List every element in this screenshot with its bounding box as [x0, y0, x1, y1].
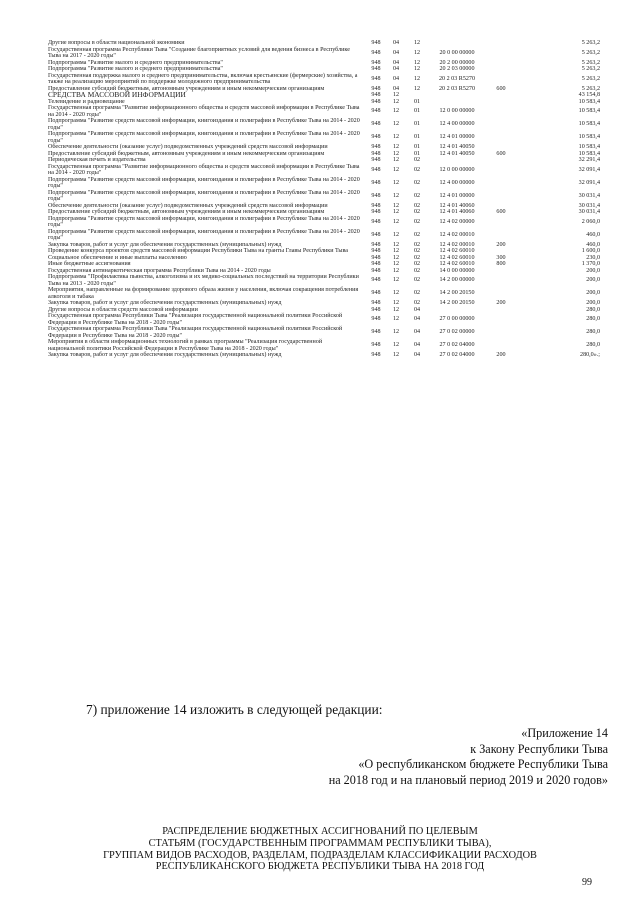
- row-ved: 948: [371, 179, 381, 186]
- row-target-article: 12 4 01 40050: [439, 144, 475, 150]
- row-amount: 280,0: [586, 316, 600, 323]
- row-target-article: 20 2 03 R5270: [438, 85, 476, 92]
- row-ved: 948: [371, 157, 381, 163]
- row-expense-type: [486, 216, 516, 229]
- row-ved: 948: [371, 202, 381, 209]
- row-amount: 200,0: [586, 267, 600, 274]
- row-amount: 5 263,2: [581, 59, 600, 66]
- row-name: Подпрограмма "Развитие малого и среднего предпринимательства": [48, 66, 223, 72]
- table-row: [48, 47, 600, 60]
- row-amount: 1 370,0: [581, 261, 600, 267]
- row-amount: 32 091,4: [578, 166, 600, 173]
- row-ved: 948: [371, 254, 381, 261]
- row-section-code: 12: [392, 267, 400, 274]
- table-row: [48, 352, 600, 359]
- row-target-article: 20 2 03 00000: [439, 66, 475, 72]
- row-subsection-code: 02: [413, 248, 421, 254]
- row-amount: 10 583,4: [578, 150, 600, 157]
- row-ved: 948: [371, 98, 381, 105]
- title-line-1: РАСПРЕДЕЛЕНИЕ БЮДЖЕТНЫХ АССИГНОВАНИЙ ПО ЦЕЛЕВЫМ: [162, 826, 478, 837]
- row-amount: 280,0: [586, 342, 600, 349]
- row-ved: 948: [371, 75, 381, 82]
- row-amount: 5 263,2: [581, 75, 600, 82]
- row-section-code: 12: [392, 157, 400, 163]
- annex-line-1: «Приложение 14: [521, 726, 608, 740]
- row-expense-type: 600: [496, 85, 506, 92]
- row-section-code: 12: [392, 300, 400, 306]
- row-target-article: 12 4 01 00000: [439, 192, 475, 199]
- row-amount: 280,0: [586, 329, 600, 336]
- row-ved: 948: [371, 316, 381, 323]
- page-number: 99: [582, 877, 592, 888]
- table-row: [48, 313, 600, 326]
- row-amount: 460,0: [586, 231, 600, 238]
- row-name: Проведение конкурса проектов средств массовой информации Республики Тыва на гранты Главы Республики Тыва: [48, 248, 349, 254]
- row-name: СРЕДСТВА МАССОВОЙ ИНФОРМАЦИИ: [48, 90, 186, 99]
- row-section-code: 12: [392, 352, 400, 358]
- row-amount: 1 600,0: [581, 248, 600, 254]
- row-section-code: 12: [392, 150, 400, 157]
- row-amount: 5 263,2: [581, 66, 600, 72]
- row-subsection-code: 02: [413, 231, 421, 238]
- row-expense-type: 600: [496, 209, 506, 215]
- row-name: Подпрограмма "Развитие средств массовой информации, книгоиздания и полиграфии в Республике Тыва на 2014 - 2020 годы": [48, 118, 360, 131]
- row-subsection-code: 02: [413, 202, 421, 209]
- row-amount: 230,0: [586, 254, 600, 261]
- row-expense-type: 300: [496, 254, 506, 261]
- row-target-article: 12 4 02 00010: [439, 241, 475, 248]
- amendment-text: 7) приложение 14 изложить в следующей редакции:: [86, 702, 383, 717]
- table-row: [48, 339, 600, 352]
- row-amount: 5 263,2: [581, 40, 600, 46]
- row-section-code: 12: [392, 192, 400, 199]
- row-subsection-code: 02: [413, 166, 421, 173]
- row-name: Подпрограмма "Развитие малого и среднего предпринимательства": [48, 59, 223, 66]
- budget-table: [48, 40, 600, 359]
- row-target-article: 27 0 02 00000: [439, 329, 475, 336]
- row-amount: 2 060,0: [581, 218, 600, 225]
- row-ved: 948: [371, 121, 381, 128]
- row-expense-type: [486, 177, 516, 190]
- row-name: Подпрограмма "Развитие средств массовой информации, книгоиздания и полиграфии в Республике Тыва на 2014 - 2020 годы": [48, 215, 360, 228]
- row-name: Закупка товаров, работ и услуг для обеспечения государственных (муниципальных) нужд: [48, 352, 282, 358]
- row-name: Государственная программа Республики Тыва "Реализация государственной национальной политики Российской Федерации в Республике Тыва на 2018 - 2020 годы": [48, 313, 343, 326]
- row-section-code: 12: [392, 92, 400, 98]
- row-section-code: 12: [392, 261, 400, 267]
- row-subsection-code: 02: [413, 267, 421, 274]
- row-name: Государственная программа Республики Тыва "Реализация государственной национальной политики Российской Федерации в Республике Тыва на 2018 - 2020 годы": [48, 326, 343, 339]
- row-target-article: 27 0 02 04000: [439, 342, 475, 349]
- table-row: [48, 190, 600, 203]
- row-target-article: 14 2 00 00000: [439, 277, 475, 284]
- annex-line-4: на 2018 год и на плановый период 2019 и 2020 годов»: [328, 772, 608, 787]
- row-subsection-code: 01: [413, 134, 421, 141]
- row-section-code: 12: [392, 202, 400, 209]
- row-name: Государственная программа "Развитие информационного общества и средств массовой информации в Республике Тыва на 2014 - 2020 годы": [48, 163, 360, 176]
- row-name: Предоставление субсидий бюджетным, автономным учреждениям и иным некоммерческим организациям: [48, 209, 325, 215]
- row-amount: 10 583,4: [578, 98, 600, 105]
- row-subsection-code: 04: [413, 342, 421, 349]
- row-name: Периодическая печать и издательства: [48, 157, 146, 163]
- row-subsection-code: 12: [413, 85, 421, 92]
- row-name: Закупка товаров, работ и услуг для обеспечения государственных (муниципальных) нужд: [48, 300, 282, 306]
- row-subsection-code: 02: [413, 209, 421, 215]
- row-name: Подпрограмма "Развитие средств массовой информации, книгоиздания и полиграфии в Республике Тыва на 2014 - 2020 годы": [48, 131, 360, 144]
- row-subsection-code: 04: [413, 306, 421, 313]
- row-section-code: 12: [392, 98, 400, 105]
- row-amount: 43 154,8: [578, 92, 600, 98]
- row-section-code: 12: [392, 277, 400, 284]
- row-name: Другие вопросы в области национальной экономики: [48, 40, 185, 46]
- row-target-article: 12 0 00 00000: [439, 108, 475, 115]
- row-expense-type: [486, 287, 516, 300]
- row-name: Обеспечение деятельности (оказание услуг) подведомственных учреждений средств массовой информации: [48, 202, 328, 209]
- row-section-code: 12: [392, 290, 400, 297]
- table-row: [48, 287, 600, 300]
- row-name: Подпрограмма "Развитие средств массовой информации, книгоиздания и полиграфии в Республике Тыва на 2014 - 2020 годы": [48, 228, 360, 241]
- row-section-code: 12: [392, 329, 400, 336]
- row-ved: 948: [371, 209, 381, 215]
- row-name: Другие вопросы в области средств массовой информации: [48, 306, 198, 313]
- row-section-code: 12: [392, 316, 400, 323]
- row-target-article: 12 4 00 00000: [439, 179, 475, 186]
- row-amount: 280,0: [586, 306, 600, 313]
- row-target-article: 12 4 02 00010: [439, 231, 475, 238]
- row-amount: 32 291,4: [578, 157, 600, 163]
- row-expense-type: [486, 131, 516, 144]
- row-expense-type: [486, 229, 516, 242]
- row-section-code: 12: [392, 254, 400, 261]
- row-ved: 948: [371, 267, 381, 274]
- table-row: [48, 216, 600, 229]
- row-name: Мероприятия в области информационных технологий в рамках программы "Реализация государственной национальной политики Российской Федерации в Республике Тыва на 2018 - 2020 годы": [48, 339, 323, 352]
- row-amount: 460,0: [586, 241, 600, 248]
- row-subsection-code: 04: [413, 329, 421, 336]
- row-target-article: 12 4 02 00000: [439, 218, 475, 225]
- row-subsection-code: 02: [413, 300, 421, 306]
- row-target-article: 12 4 01 40060: [439, 209, 475, 215]
- row-target-article: 12 4 00 00000: [439, 121, 475, 128]
- row-section-code: 12: [392, 231, 400, 238]
- row-ved: 948: [371, 40, 381, 46]
- table-row: [48, 177, 600, 190]
- row-name: Предоставление субсидий бюджетным, автономным учреждениям и иным некоммерческим организациям: [48, 150, 325, 157]
- row-subsection-code: 02: [413, 290, 421, 297]
- row-ved: 948: [371, 300, 381, 306]
- row-expense-type: [486, 190, 516, 203]
- row-expense-type: 200: [496, 352, 506, 358]
- row-amount: 10 583,4: [578, 134, 600, 141]
- title-line-4: РЕСПУБЛИКАНСКОГО БЮДЖЕТА РЕСПУБЛИКИ ТЫВА НА 2018 ГОД: [155, 861, 485, 873]
- table-row: [48, 274, 600, 287]
- row-name: Мероприятия, направленные на формирование здорового образа жизни у населения, включая сокращения потребления алкоголя и табака: [48, 287, 359, 300]
- row-target-article: 20 2 03 R5270: [438, 75, 476, 82]
- row-subsection-code: 01: [413, 144, 421, 150]
- row-amount: 10 583,4: [578, 108, 600, 115]
- row-target-article: 12 0 00 00000: [439, 166, 475, 173]
- row-ved: 948: [371, 342, 381, 349]
- title-line-2: СТАТЬЯМ (ГОСУДАРСТВЕННЫМ ПРОГРАММАМ РЕСПУБЛИКИ ТЫВА),: [148, 837, 492, 849]
- row-name: Телевидение и радиовещание: [48, 98, 125, 105]
- row-name: Подпрограмма "Профилактика пьянства, алкоголизма и их медико-социальных последствий на территории Республики Тыва на 2013 - 2020 годы": [48, 274, 359, 287]
- row-target-article: 20 2 00 00000: [439, 59, 475, 66]
- row-target-article: 14 2 00 20150: [439, 300, 475, 306]
- title-line-3: ГРУППАМ ВИДОВ РАСХОДОВ, РАЗДЕЛАМ, ПОДРАЗДЕЛАМ КЛАССИФИКАЦИИ РАСХОДОВ: [103, 849, 537, 861]
- row-target-article: 12 4 02 60010: [439, 261, 475, 267]
- annex-line-2: к Закону Республики Тыва: [470, 741, 608, 756]
- table-row: [48, 118, 600, 131]
- row-expense-type: [486, 47, 516, 60]
- row-name: Подпрограмма "Развитие средств массовой информации, книгоиздания и полиграфии в Республике Тыва на 2014 - 2020 годы": [48, 189, 360, 202]
- row-target-article: 27 0 00 00000: [439, 316, 475, 323]
- row-ved: 948: [371, 166, 381, 173]
- row-name: Закупка товаров, работ и услуг для обеспечения государственных (муниципальных) нужд: [48, 241, 282, 248]
- row-ved: 948: [371, 248, 381, 254]
- row-section-code: 04: [392, 49, 400, 56]
- row-name: Социальное обеспечение и иные выплаты населению: [48, 254, 187, 261]
- row-subsection-code: 02: [413, 179, 421, 186]
- row-name: Иные бюджетные ассигнования: [48, 261, 131, 267]
- row-ved: 948: [371, 329, 381, 336]
- row-subsection-code: 02: [413, 254, 421, 261]
- table-row: [48, 326, 600, 339]
- row-section-code: 04: [392, 85, 400, 92]
- row-amount: 5 263,2: [581, 49, 600, 56]
- annex-line-3: «О республиканском бюджете Республики Тыва: [358, 757, 608, 772]
- row-target-article: 12 4 01 40050: [439, 150, 475, 157]
- budget-table-body: [48, 40, 600, 359]
- row-ved: 948: [371, 85, 381, 92]
- row-subsection-code: 04: [413, 352, 421, 358]
- row-expense-type: [486, 118, 516, 131]
- row-target-article: 27 0 02 04000: [439, 352, 475, 358]
- row-section-code: 12: [392, 248, 400, 254]
- row-expense-type: [486, 274, 516, 287]
- row-subsection-code: 12: [413, 59, 421, 66]
- row-amount: 200,0: [586, 277, 600, 284]
- row-target-article: 12 4 02 60010: [439, 248, 475, 254]
- table-row: [48, 131, 600, 144]
- row-subsection-code: 02: [413, 277, 421, 284]
- row-expense-type: 200: [496, 241, 506, 248]
- row-amount: 32 091,4: [578, 179, 600, 186]
- row-name: Государственная поддержка малого и среднего предпринимательства, включая крестьянские (фермерские) хозяйства, а также на реализацию мероприятий по поддержке молодежного предпринимательства: [48, 72, 358, 85]
- row-expense-type: [486, 313, 516, 326]
- row-name: Государственная программа Республики Тыва "Создание благоприятных условий для ведения бизнеса в Республике Тыва на 2017 - 2020 годы": [48, 46, 350, 59]
- row-section-code: 12: [392, 306, 400, 313]
- row-subsection-code: 01: [413, 98, 421, 105]
- row-expense-type: 200: [496, 300, 506, 306]
- row-target-article: 14 0 00 00000: [439, 267, 475, 274]
- row-section-code: 04: [392, 75, 400, 82]
- row-ved: 948: [371, 92, 381, 98]
- row-amount: 10 583,4: [578, 144, 600, 150]
- row-section-code: 12: [392, 179, 400, 186]
- row-section-code: 12: [392, 108, 400, 115]
- row-section-code: 04: [392, 66, 400, 72]
- document-title: [60, 826, 580, 873]
- row-amount: 10 583,4: [578, 121, 600, 128]
- row-name: Государственная программа "Развитие информационного общества и средств массовой информации в Республике Тыва на 2014 - 2020 годы": [48, 105, 360, 118]
- row-ved: 948: [371, 261, 381, 267]
- table-row: [48, 229, 600, 242]
- row-section-code: 12: [392, 241, 400, 248]
- row-ved: 948: [371, 218, 381, 225]
- row-name: Обеспечение деятельности (оказание услуг) подведомственных учреждений средств массовой информации: [48, 144, 328, 150]
- row-name: Государственная антинаркотическая программа Республики Тыва на 2014 - 2020 годы: [48, 267, 271, 274]
- row-section-code: 12: [392, 166, 400, 173]
- table-row: [48, 164, 600, 177]
- row-ved: 948: [371, 241, 381, 248]
- row-subsection-code: 01: [413, 121, 421, 128]
- row-ved: 948: [371, 134, 381, 141]
- row-ved: 948: [371, 150, 381, 157]
- row-expense-type: 600: [496, 150, 506, 157]
- row-section-code: 12: [392, 121, 400, 128]
- row-section-code: 12: [392, 144, 400, 150]
- row-name: Подпрограмма "Развитие средств массовой информации, книгоиздания и полиграфии в Республике Тыва на 2014 - 2020 годы": [48, 176, 360, 189]
- row-subsection-code: 02: [413, 218, 421, 225]
- row-expense-type: [486, 326, 516, 339]
- row-amount: 200,0: [586, 290, 600, 297]
- row-expense-type: 800: [496, 261, 506, 267]
- row-target-article: 12 4 01 00000: [439, 134, 475, 141]
- table-row: [48, 73, 600, 86]
- row-amount: 5 263,2: [581, 85, 600, 92]
- row-target-article: 20 0 00 00000: [439, 49, 475, 56]
- row-subsection-code: 12: [413, 49, 421, 56]
- row-target-article: 14 2 00 20150: [439, 290, 475, 297]
- row-ved: 948: [371, 49, 381, 56]
- row-ved: 948: [371, 352, 381, 358]
- annex-header: [329, 726, 608, 788]
- row-subsection-code: 01: [413, 150, 421, 157]
- row-subsection-code: 12: [413, 66, 421, 72]
- row-amount: 280,0».;: [580, 352, 600, 358]
- row-ved: 948: [371, 108, 381, 115]
- row-ved: 948: [371, 66, 381, 72]
- row-subsection-code: 02: [413, 241, 421, 248]
- row-amount: 30 031,4: [578, 202, 600, 209]
- row-amount: 30 031,4: [578, 209, 600, 215]
- row-ved: 948: [371, 59, 381, 66]
- row-subsection-code: 02: [413, 192, 421, 199]
- row-expense-type: [486, 339, 516, 352]
- row-section-code: 12: [392, 134, 400, 141]
- row-section-code: 12: [392, 209, 400, 215]
- table-row: [48, 105, 600, 118]
- row-ved: 948: [371, 277, 381, 284]
- row-ved: 948: [371, 306, 381, 313]
- row-target-article: 12 4 01 40060: [439, 202, 475, 209]
- row-subsection-code: 01: [413, 108, 421, 115]
- row-subsection-code: 04: [413, 316, 421, 323]
- row-target-article: 12 4 02 60010: [439, 254, 475, 261]
- row-ved: 948: [371, 290, 381, 297]
- row-ved: 948: [371, 144, 381, 150]
- row-section-code: 12: [392, 342, 400, 349]
- row-subsection-code: 02: [413, 261, 421, 267]
- row-amount: 30 031,4: [578, 192, 600, 199]
- row-subsection-code: 02: [413, 157, 421, 163]
- row-subsection-code: 12: [413, 75, 421, 82]
- row-section-code: 12: [392, 218, 400, 225]
- row-expense-type: [486, 105, 516, 118]
- row-name: Предоставление субсидий бюджетным, автономным учреждениям и иным некоммерческим организациям: [48, 85, 325, 92]
- row-amount: 200,0: [586, 300, 600, 306]
- row-ved: 948: [371, 192, 381, 199]
- row-expense-type: [486, 164, 516, 177]
- row-expense-type: [486, 73, 516, 86]
- row-ved: 948: [371, 231, 381, 238]
- row-subsection-code: 12: [413, 40, 421, 46]
- row-section-code: 04: [392, 40, 400, 46]
- row-section-code: 04: [392, 59, 400, 66]
